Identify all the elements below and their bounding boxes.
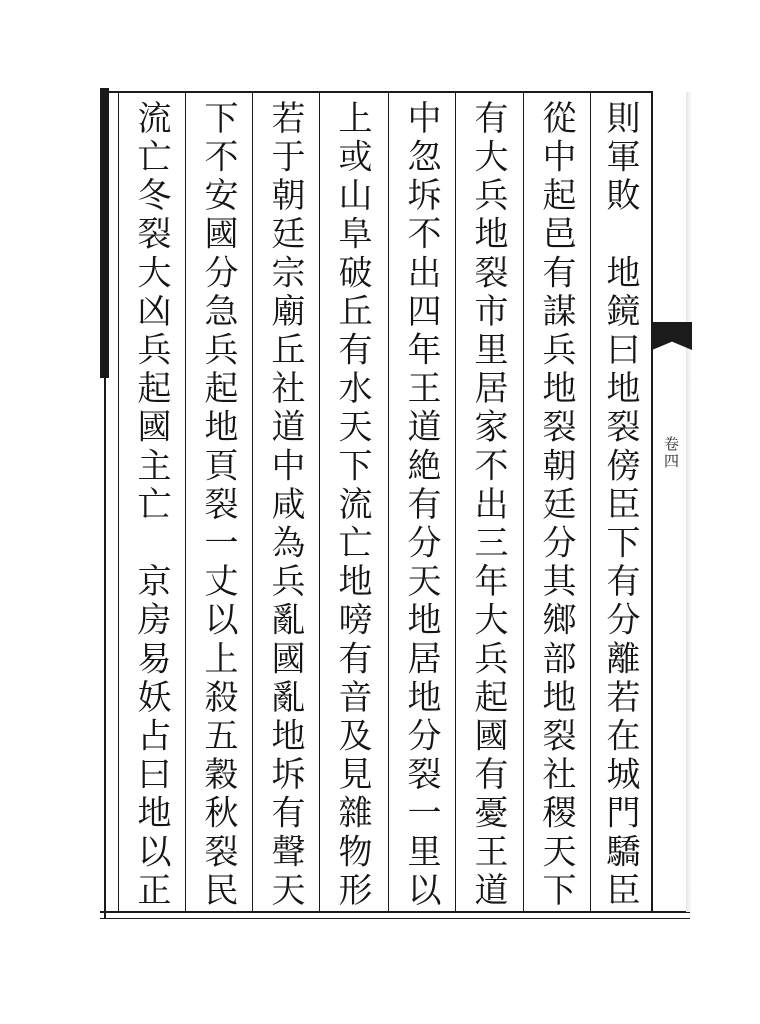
- page-edge-shade: [686, 92, 692, 912]
- column-divider: [388, 91, 389, 912]
- text-column-2: 從中起邑有謀兵地裂朝廷分其鄉部地裂社稷天下: [536, 100, 576, 911]
- section-label: 卷四: [662, 436, 680, 470]
- left-border-thick: [100, 88, 109, 378]
- text-column-1: 則軍敗 地鏡曰地裂傍臣下有分離若在城門驕臣: [600, 100, 640, 911]
- text-column-8: 流亡冬裂大凶兵起國主亡 京房易妖占曰地以正: [131, 100, 171, 911]
- text-column-6: 若于朝廷宗廟丘社道中咸為兵亂國亂地坼有聲天: [265, 100, 305, 911]
- text-column-4: 中忽坼不出四年王道絶有分天地居地分裂一里以: [401, 100, 441, 911]
- left-border-inner: [118, 91, 119, 912]
- column-divider: [319, 91, 320, 912]
- top-border: [100, 91, 652, 93]
- text-column-5: 上或山阜破丘有水天下流亡地嗙有音及見雜物形: [332, 100, 372, 911]
- fishtail-mark: [652, 322, 692, 350]
- column-divider: [252, 91, 253, 912]
- text-column-7: 下不安國分急兵起地頁裂一丈以上殺五穀秋裂民: [198, 100, 238, 911]
- column-divider: [523, 91, 524, 912]
- text-column-3: 有大兵地裂市里居家不出三年大兵起國有憂王道: [468, 100, 508, 911]
- column-divider: [590, 91, 591, 912]
- right-border: [651, 91, 653, 912]
- bottom-border-inner: [100, 918, 690, 919]
- column-divider: [185, 91, 186, 912]
- left-border-thin: [104, 378, 106, 918]
- column-divider: [455, 91, 456, 912]
